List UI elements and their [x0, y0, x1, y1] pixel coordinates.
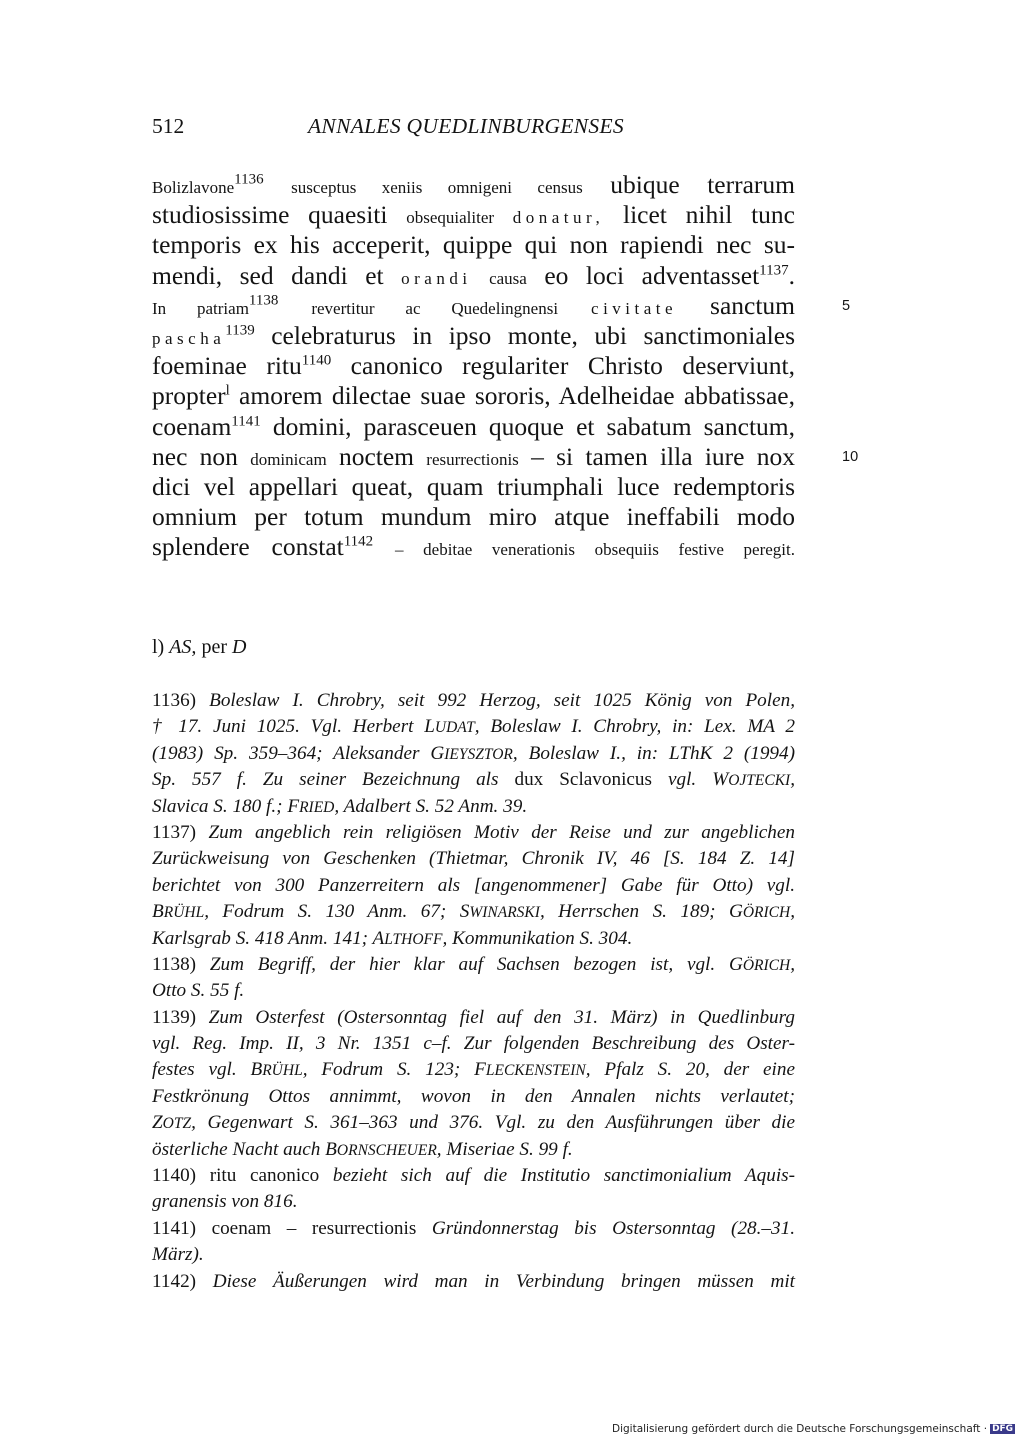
footnote-line: Sp. 557 f. Zu seiner Bezeichnung als dux Sclavonicus vgl. WOJTECKI,	[152, 769, 795, 791]
footnote-line: vgl. Reg. Imp. II, 3 Nr. 1351 c–f. Zur folgenden Beschreibung des Oster-	[152, 1033, 795, 1055]
footnote-line: österliche Nacht auch BORNSCHEUER, Miseriae S. 99 f.	[152, 1138, 573, 1160]
text-line: omnium per totum mundum miro atque ineffabili modo	[152, 502, 795, 532]
footnote-line: (1983) Sp. 359–364; Aleksander GIEYSZTOR, Boleslaw I., in: LThK 2 (1994)	[152, 742, 796, 764]
text-line: In patriam$^{1138}$ revertitur ac Quedelingnensi civitate sanctum 5	[152, 290, 851, 320]
footnote-line: 1137) Zum angeblich rein religiösen Motiv der Reise und zur angeblichen	[152, 821, 795, 843]
footnote-ref: 1137	[759, 262, 789, 279]
text-line: studiosissime quaesiti obsequialiter donatur, licet nihil tunc	[152, 200, 796, 230]
footnote-line: Zurückweisung von Geschenken (Thietmar, Chronik IV, 46 [S. 184 Z. 14]	[152, 848, 795, 870]
footnote-ref: 1138	[248, 292, 279, 309]
credit-text: Digitalisierung gefördert durch die Deutsche Forschungsgemeinschaft ·	[612, 1423, 988, 1435]
footnote-line: 1138) Zum Begriff, der hier klar auf Sachsen bezogen ist, vgl. GÖRICH,	[152, 953, 795, 975]
footnote-line: Karlsgrab S. 418 Anm. 141; ALTHOFF, Kommunikation S. 304.	[152, 927, 633, 949]
text-line: Bolizlavone$^{1136}$ susceptus xeniis omnigeni census ubique terrarum	[152, 170, 796, 199]
page-number: 512	[152, 114, 185, 138]
footnote-line: granensis von 816.	[152, 1191, 298, 1213]
footnote-line: ZOTZ, Gegenwart S. 361–363 und 376. Vgl. zu den Ausführungen über die	[152, 1112, 795, 1134]
footnote-line: 1139) Zum Osterfest (Ostersonntag fiel auf den 31. März) in Quedlinburg	[152, 1006, 795, 1028]
footnote-line: Slavica S. 180 f.; FRIED, Adalbert S. 52 Anm. 39.	[152, 795, 528, 817]
footnote-line: Otto S. 55 f.	[152, 980, 245, 1002]
dfg-logo: DFG	[992, 1424, 1014, 1434]
footnote-line: 1140) ritu canonico bezieht sich auf die Institutio sanctimonialium Aquis-	[152, 1165, 796, 1187]
text-line: pascha$^{1139}$ celebraturus in ipso monte, ubi sanctimoniales	[152, 320, 795, 350]
critical-apparatus: l) AS, per D	[152, 636, 247, 658]
footnote-line: März).	[152, 1244, 204, 1266]
text-line: foeminae ritu$^{1140}$ canonico regulariter Christo deserviunt,	[152, 351, 795, 381]
footnote-line: 1141) coenam – resurrectionis Gründonnerstag bis Ostersonntag (28.–31.	[152, 1217, 796, 1239]
footnote-ref: 1140	[301, 352, 332, 369]
footnote-line: 1136) Boleslaw I. Chrobry, seit 992 Herzog, seit 1025 König von Polen,	[152, 690, 795, 711]
footnote-ref: 1142	[343, 533, 374, 550]
footnote-line: 1142) Diese Äußerungen wird man in Verbindung bringen müssen mit	[152, 1270, 795, 1292]
footnote-line: Festkrönung Ottos annimmt, wovon in den Annalen nichts verlautet;	[152, 1085, 795, 1107]
main-text	[152, 170, 859, 562]
text-line: nec non dominicam noctem resurrectionis – si tamen illa iure nox 10	[152, 441, 859, 471]
line-number: 10	[842, 448, 859, 465]
footnote-line: festes vgl. BRÜHL, Fodrum S. 123; FLECKENSTEIN, Pfalz S. 20, der eine	[152, 1059, 795, 1081]
running-title: ANNALES QUEDLINBURGENSES	[308, 114, 624, 138]
apparatus-ref: l	[225, 382, 230, 399]
text-line: mendi, sed dandi et orandi causa eo loci adventasset$^{1137}$.	[152, 260, 795, 290]
line-number: 5	[842, 297, 851, 314]
footnotes	[152, 688, 795, 1295]
footnote-ref: 1136	[234, 171, 264, 188]
text-line: temporis ex his acceperit, quippe qui non rapiendi nec su-	[152, 230, 795, 260]
text-line: propter$^l$ amorem dilectae suae sororis, Adelheidae abbatissae,	[152, 381, 795, 411]
digitization-credit	[612, 1423, 1015, 1435]
footnote-line: berichtet von 300 Panzerreitern als [angenommener] Gabe für Otto) vgl.	[152, 874, 795, 896]
footnote-line: † 17. Juni 1025. Vgl. Herbert LUDAT, Boleslaw I. Chrobry, in: Lex. MA 2	[152, 716, 795, 738]
text-line: dici vel appellari queat, quam triumphali luce redemptoris	[152, 471, 795, 501]
text-line: coenam$^{1141}$ domini, parasceuen quoque et sabatum sanctum,	[152, 411, 795, 441]
footnote-ref: 1141	[231, 413, 261, 429]
text-line: splendere constat$^{1142}$ – debitae venerationis obsequiis festive peregit.	[152, 532, 795, 562]
footnote-line: BRÜHL, Fodrum S. 130 Anm. 67; SWINARSKI, Herrschen S. 189; GÖRICH,	[152, 901, 795, 923]
footnote-ref: 1139	[225, 322, 255, 339]
